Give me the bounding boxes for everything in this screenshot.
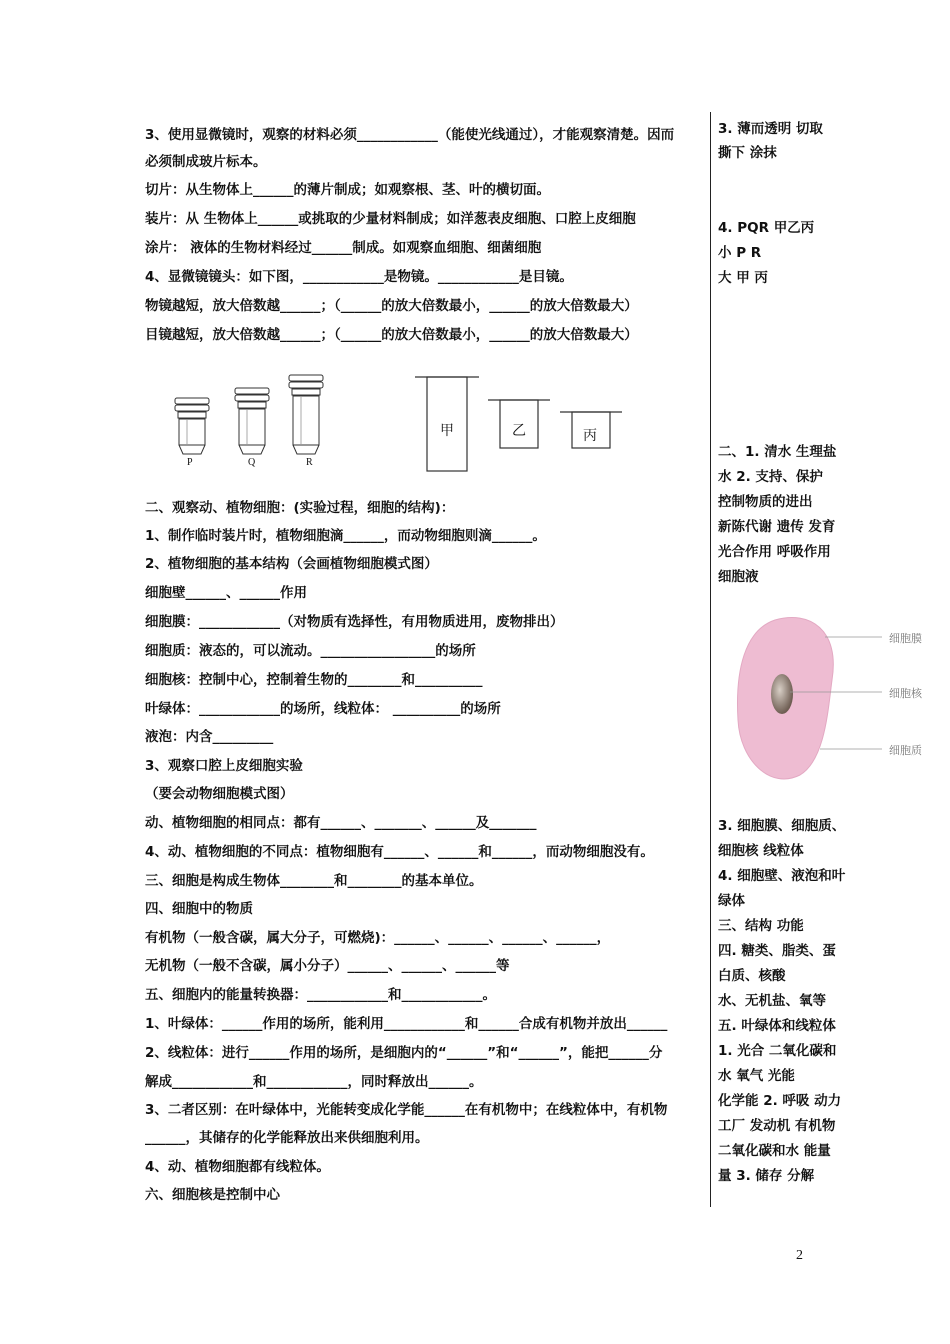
answer-line: 细胞核 线粒体 [718, 843, 804, 859]
objective-label-r: R [306, 457, 313, 468]
cell-label-nucleus: 细胞核 [889, 687, 922, 700]
text-line: 解成____________和____________，同时释放出______。 [145, 1074, 483, 1090]
answer-line: 水 2. 支持、保护 [718, 469, 823, 485]
answer-line: 量 3. 储存 分解 [718, 1168, 815, 1184]
answer-line: 绿体 [718, 893, 745, 909]
objective-label-q: Q [248, 457, 256, 468]
answer-line: 细胞液 [718, 569, 759, 585]
answer-line: 大 甲 丙 [718, 270, 768, 286]
text-line: 液泡：内含_________ [145, 729, 274, 745]
text-line: （要会动物细胞模式图） [145, 786, 294, 802]
objective-lens-p [175, 398, 209, 454]
answer-line: 4. PQR 甲乙丙 [718, 220, 815, 236]
text-line: 切片：从生物体上______的薄片制成；如观察根、茎、叶的横切面。 [145, 182, 550, 198]
eyepiece-label-yi: 乙 [512, 424, 526, 439]
text-line: 2、线粒体：进行______作用的场所，是细胞内的“______”和“______”，能把______分 [145, 1045, 663, 1061]
text-line: 装片：从 生物体上______或挑取的少量材料制成；如洋葱表皮细胞、口腔上皮细胞 [145, 211, 636, 227]
text-line: 4、动、植物细胞的不同点：植物细胞有______、______和______，而动物细胞没有。 [145, 844, 654, 860]
text-line: 3、观察口腔上皮细胞实验 [145, 758, 303, 774]
text-line: 4、显微镜镜头：如下图，____________是物镜。____________是目镜。 [145, 269, 573, 285]
cell-nucleus [771, 674, 793, 714]
column-divider [710, 112, 711, 1207]
answer-line: 二氧化碳和水 能量 [718, 1143, 831, 1159]
cell-label-cytoplasm: 细胞质 [889, 744, 922, 757]
answer-line: 三、结构 功能 [718, 918, 804, 934]
text-line: 细胞核：控制中心，控制着生物的________和__________ [145, 672, 483, 688]
objective-lens-r [289, 375, 323, 454]
answer-line: 五. 叶绿体和线粒体 [718, 1018, 836, 1034]
answer-line: 4. 细胞壁、液泡和叶 [718, 868, 846, 884]
text-line: 动、植物细胞的相同点：都有______、_______、______及_______ [145, 815, 537, 831]
text-line: 细胞壁______、______作用 [145, 585, 307, 601]
text-line: 3、二者区别：在叶绿体中，光能转变成化学能______在有机物中；在线粒体中，有机物 [145, 1102, 668, 1118]
answer-line: 3. 薄而透明 切取 [718, 121, 823, 137]
section-heading: 三、细胞是构成生物体________和________的基本单位。 [145, 873, 483, 889]
text-line: 叶绿体：____________的场所，线粒体： __________的场所 [145, 701, 501, 717]
answer-line: 二、1. 清水 生理盐 [718, 444, 837, 460]
text-line: 无机物（一般不含碳，属小分子）______、______、______等 [145, 958, 510, 974]
text-line: 物镜越短，放大倍数越______；（______的放大倍数最小，______的放大倍数最大） [145, 298, 638, 314]
eyepiece-label-bing: 丙 [583, 429, 597, 444]
objective-lens-q [235, 388, 269, 454]
section-heading: 五、细胞内的能量转换器：____________和____________。 [145, 987, 496, 1003]
text-line: 2、植物细胞的基本结构（会画植物细胞模式图） [145, 556, 438, 572]
text-line: 涂片： 液体的生物材料经过______制成。如观察血细胞、细菌细胞 [145, 240, 542, 256]
page-number: 2 [796, 1248, 803, 1263]
text-line: 3、使用显微镜时，观察的材料必须____________（能使光线通过），才能观察清楚。因而 [145, 127, 675, 143]
text-line: 目镜越短，放大倍数越______；（______的放大倍数最小，______的放大倍数最大） [145, 327, 638, 343]
answer-line: 四. 糖类、脂类、蛋 [718, 943, 836, 959]
answer-line: 水 氧气 光能 [718, 1068, 795, 1084]
text-line: 4、动、植物细胞都有线粒体。 [145, 1159, 330, 1175]
section-heading: 四、细胞中的物质 [145, 901, 253, 917]
answer-line: 3. 细胞膜、细胞质、 [718, 818, 846, 834]
answer-line: 水、无机盐、氧等 [718, 993, 826, 1009]
text-line: 有机物（一般含碳，属大分子，可燃烧)：______、______、______、______， [145, 930, 611, 946]
text-line: 细胞质：液态的，可以流动。_________________的场所 [145, 643, 476, 659]
answer-line: 白质、核酸 [718, 968, 786, 984]
text-line: 1、叶绿体：______作用的场所，能利用____________和______合成有机物并放出______ [145, 1016, 668, 1032]
answer-line: 控制物质的进出 [718, 494, 813, 510]
text-line: 必须制成玻片标本。 [145, 154, 267, 170]
text-line: 1、制作临时装片时，植物细胞滴______，而动物细胞则滴______。 [145, 528, 546, 544]
answer-line: 化学能 2. 呼吸 动力 [718, 1093, 842, 1109]
answer-line: 撕下 涂抹 [718, 145, 777, 161]
answer-line: 光合作用 呼吸作用 [718, 544, 831, 560]
answer-line: 工厂 发动机 有机物 [718, 1118, 836, 1134]
answer-line: 小 P R [718, 245, 762, 261]
answer-line: 1. 光合 二氧化碳和 [718, 1043, 837, 1059]
cell-label-membrane: 细胞膜 [889, 632, 922, 645]
text-line: 细胞膜：____________（对物质有选择性，有用物质进用，废物排出） [145, 614, 564, 630]
objective-label-p: P [187, 457, 193, 468]
section-heading: 六、细胞核是控制中心 [145, 1187, 280, 1203]
answer-line: 新陈代谢 遗传 发育 [718, 519, 836, 535]
section-heading: 二、观察动、植物细胞：(实验过程，细胞的结构)： [145, 500, 455, 516]
eyepiece-label-jia: 甲 [440, 424, 454, 439]
text-line: ______，其储存的化学能释放出来供细胞利用。 [145, 1130, 429, 1146]
